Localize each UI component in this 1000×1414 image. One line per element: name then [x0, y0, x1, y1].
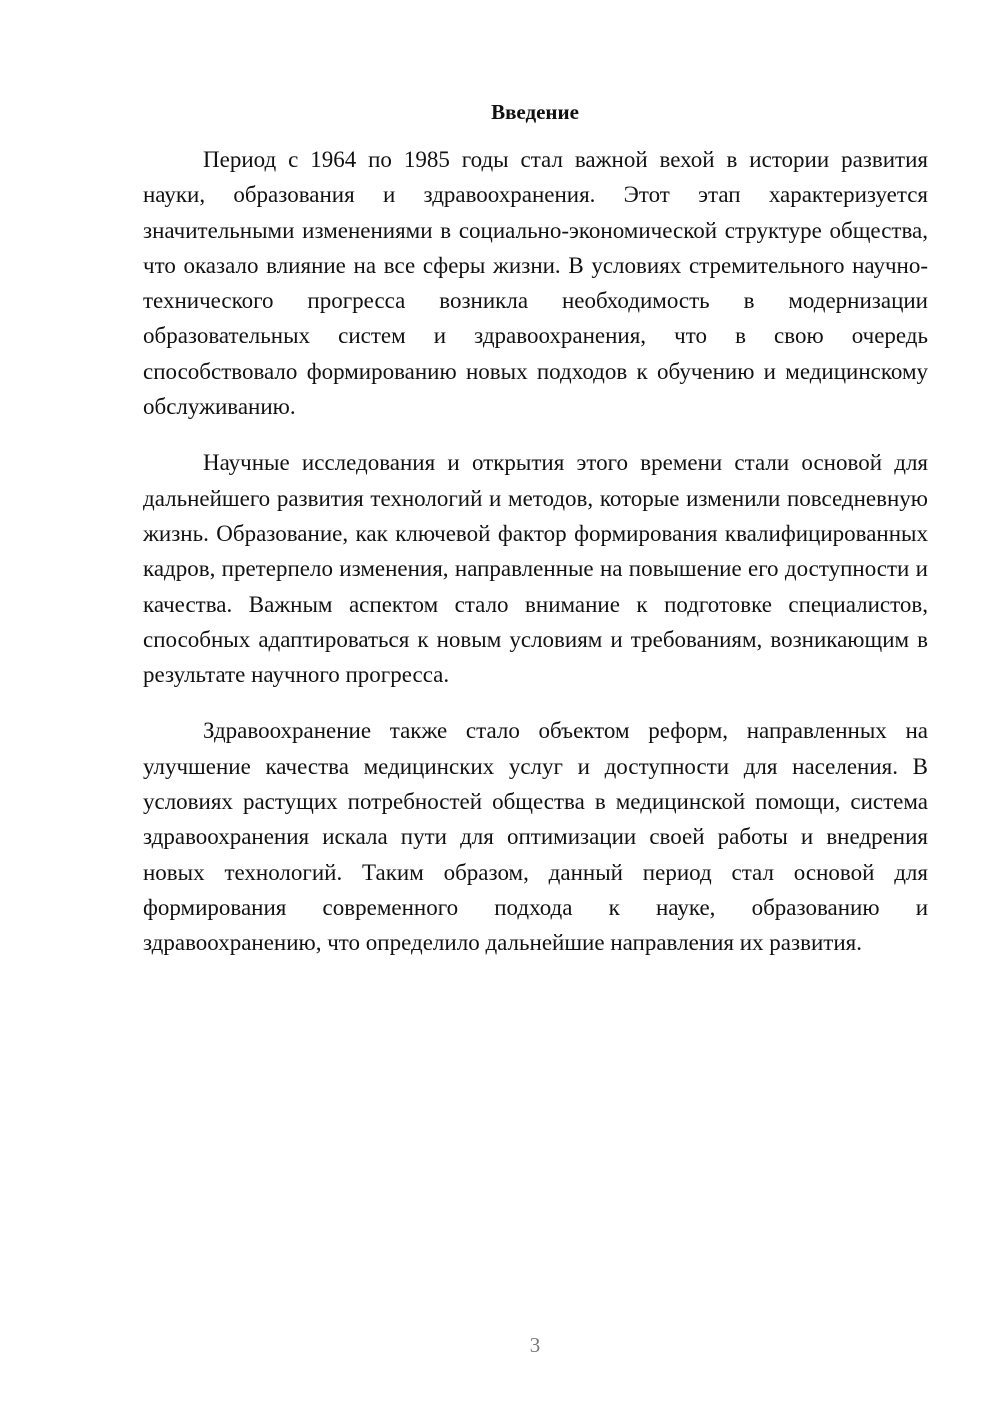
paragraph-1: Период с 1964 по 1985 годы стал важной вехой в истории развития науки, образования и здравоохранения. Этот этап характеризуется значительными изменениями в социально-экономической структуре общества, что оказало влияние на все сферы жизни. В условиях стремительного научно-технического прогресса возникла необходимость в модернизации образовательных систем и здравоохранения, что в свою очередь способствовало формированию новых подходов к обучению и медицинскому обслуживанию. [143, 147, 928, 420]
page-number: 3 [529, 1333, 541, 1357]
paragraph-2: Научные исследования и открытия этого времени стали основой для дальнейшего развития технологий и методов, которые изменили повседневную жизнь. Образование, как ключевой фактор формирования квалифицированных кадров, претерпело изменения, направленные на повышение его доступности и качества. Важным аспектом стало внимание к подготовке специалистов, способных адаптироваться к новым условиям и требованиям, возникающим в результате научного прогресса. [143, 450, 928, 688]
section-heading: Введение [491, 100, 579, 124]
body-text [143, 142, 928, 982]
paragraph-3: Здравоохранение также стало объектом реформ, направленных на улучшение качества медицинских услуг и доступности для населения. В условиях растущих потребностей общества в медицинской помощи, система здравоохранения искала пути для оптимизации своей работы и внедрения новых технологий. Таким образом, данный период стал основой для формирования современного подхода к науке, образованию и здравоохранению, что определило дальнейшие направления их развития. [143, 718, 928, 956]
